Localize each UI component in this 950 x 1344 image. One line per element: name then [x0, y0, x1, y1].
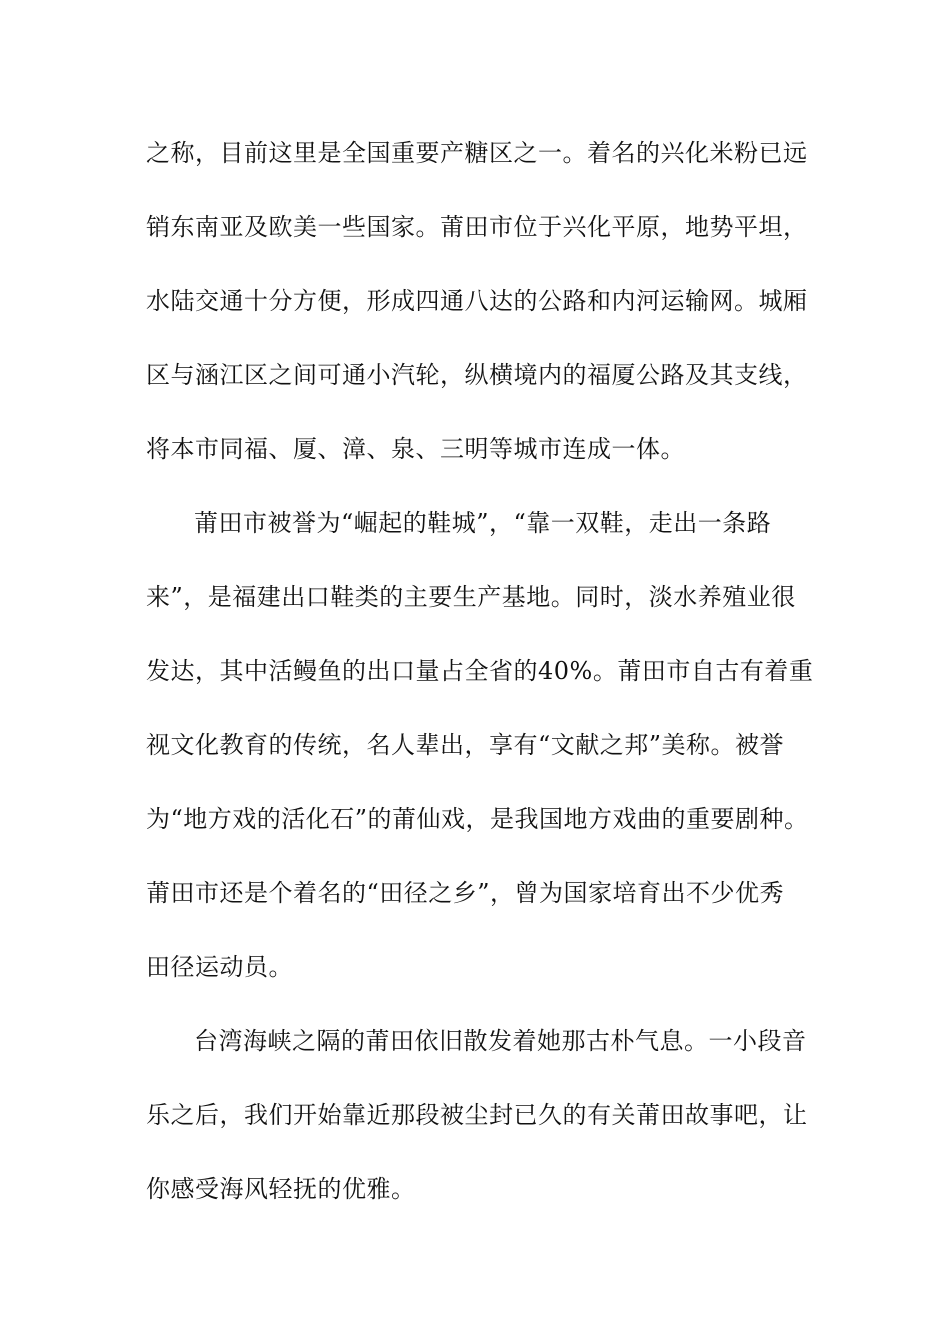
text-line: 将本市同福、厦、漳、泉、三明等城市连成一体。	[146, 435, 685, 463]
text-line: 来”，是福建出口鞋类的主要生产基地。同时，淡水养殖业很	[146, 583, 796, 611]
text-line: 区与涵江区之间可通小汽轮，纵横境内的福厦公路及其支线，	[146, 361, 808, 389]
text-line: 乐之后，我们开始靠近那段被尘封已久的有关莆田故事吧，让	[146, 1101, 808, 1129]
text-line: 莆田市还是个着名的“田径之乡”，曾为国家培育出不少优秀	[146, 879, 785, 907]
text-line: 水陆交通十分方便，形成四通八达的公路和内河运输网。城厢	[146, 287, 808, 315]
text-line: 之称，目前这里是全国重要产糖区之一。着名的兴化米粉已远	[146, 139, 808, 167]
document-body	[146, 126, 826, 1236]
text-line: 视文化教育的传统，名人辈出，享有“文献之邦”美称。被誉	[146, 731, 785, 759]
paragraph-first-line: 莆田市被誉为“崛起的鞋城”，“靠一双鞋，走出一条路	[194, 509, 772, 537]
text-line: 你感受海风轻抚的优雅。	[146, 1175, 416, 1203]
text-line: 销东南亚及欧美一些国家。莆田市位于兴化平原，地势平坦，	[146, 213, 808, 241]
paragraph-first-line: 台湾海峡之隔的莆田依旧散发着她那古朴气息。一小段音	[194, 1027, 807, 1055]
text-line: 为“地方戏的活化石”的莆仙戏，是我国地方戏曲的重要剧种。	[146, 805, 809, 833]
text-line: 田径运动员。	[146, 953, 293, 981]
text-line: 发达，其中活鳗鱼的出口量占全省的40%。莆田市自古有着重	[146, 657, 814, 685]
